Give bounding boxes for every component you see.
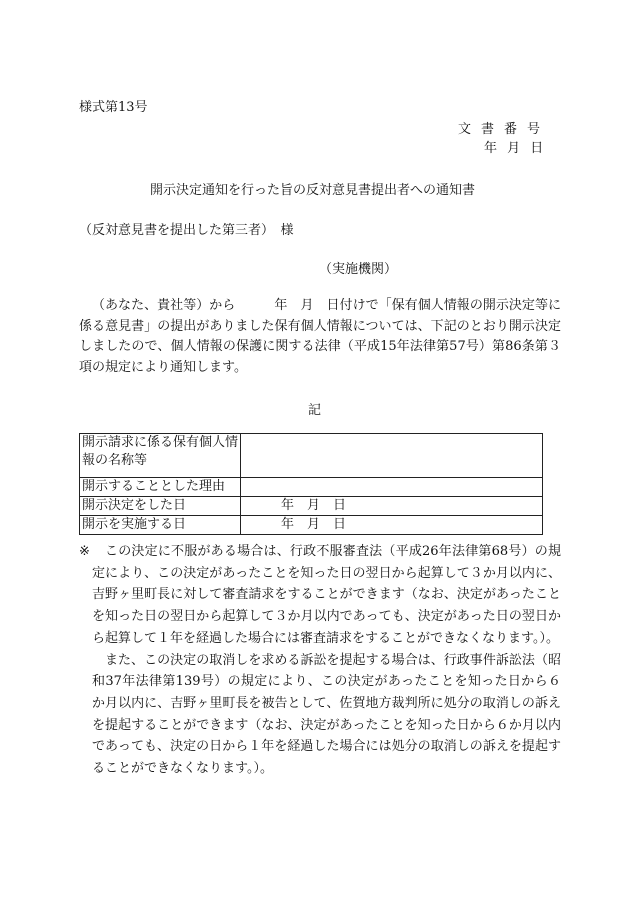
table-value-decision-date: 年 月 日 <box>241 497 543 516</box>
document-title: 開示決定通知を行った旨の反対意見書提出者への通知書 <box>150 183 476 198</box>
recipient-line: （反対意見書を提出した第三者） 様 <box>79 223 294 238</box>
table-row <box>80 478 543 497</box>
table-label-decision-date: 開示決定をした日 <box>80 497 241 516</box>
ki-heading: 記 <box>308 403 322 418</box>
implementing-agency: （実施機関） <box>319 262 398 277</box>
table-value-info-name <box>241 434 543 478</box>
disclosure-info-table <box>79 433 543 535</box>
note-paragraph-review: この決定に不服がある場合は、行政不服審査法（平成26年法律第68号）の規定により、この決定があったことを知った日の翌日から起算して３か月以内に、吉野ヶ里町長に対して審査請求をすることができます（なお、決定があったことを知った日の翌日から起算して３か月以内であっても、決定があった日の翌日から起算して１年を経過した場合には審査請求をすることができなくなります。）。 <box>92 544 561 646</box>
table-row <box>80 434 543 478</box>
note-body <box>92 541 561 780</box>
note-paragraph-lawsuit: また、この決定の取消しを求める訴訟を提起する場合は、行政事件訴訟法（昭和37年法律第139号）の規定により、この決定があったことを知った日から６か月以内に、吉野ヶ里町長を被告として、佐賀地方裁判所に処分の取消しの訴えを提起することができます（なお、決定があったことを知った日から６か月以内であっても、決定の日から１年を経過した場合には処分の取消しの訴えを提起することができなくなります。）。 <box>92 652 561 777</box>
document-date-label: 年 月 日 <box>484 141 544 156</box>
table-row <box>80 497 543 516</box>
table-label-reason: 開示することとした理由 <box>80 478 241 497</box>
table-label-info-name: 開示請求に係る保有個人情報の名称等 <box>80 434 241 478</box>
appeal-note <box>79 541 561 780</box>
note-mark: ※ <box>79 544 90 559</box>
form-number-label: 様式第13号 <box>79 100 148 115</box>
document-number-label: 文書番号 <box>458 122 551 137</box>
table-row <box>80 516 543 535</box>
table-label-implementation-date: 開示を実施する日 <box>80 516 241 535</box>
body-paragraph: （あなた、貴社等）から 年 月 日付けで「保有個人情報の開示決定等に係る意見書」の提出がありました保有個人情報については、下記のとおり開示決定しましたので、個人情報の保護に関する法律（平成15年法律第57号）第86条第３項の規定により通知します。 <box>79 298 561 375</box>
table-value-reason <box>241 478 543 497</box>
body-paragraph-container <box>79 296 561 378</box>
table-value-implementation-date: 年 月 日 <box>241 516 543 535</box>
